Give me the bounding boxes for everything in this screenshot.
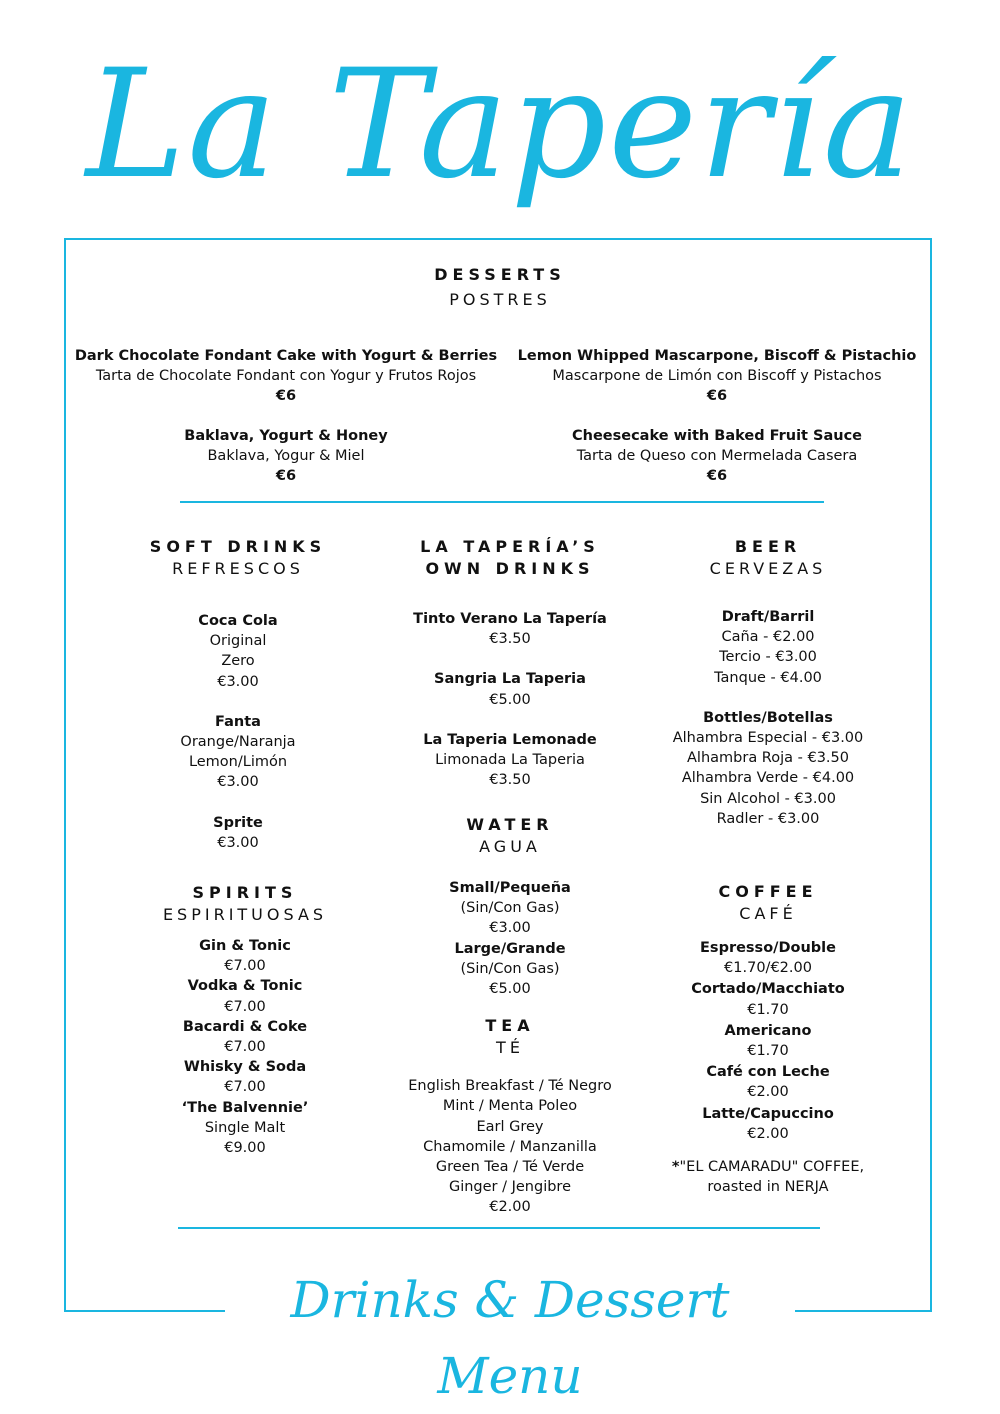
drink-option: Original [209,633,267,650]
own-drinks-section [370,536,650,790]
soft-drinks-heading: SOFT DRINKS [149,537,327,556]
spirits-heading: SPIRITS [192,883,298,902]
water-section [370,814,650,1218]
drink-name: Tinto Verano La Tapería [413,611,607,627]
drink-name: Coca Cola [198,613,278,629]
beer-section [628,536,908,829]
drink-name: Sangria La Taperia [434,671,586,688]
spirit-name: Whisky & Soda [183,1059,307,1076]
drink-name-es: Limonada La Taperia [435,752,585,769]
own-drinks-heading: LA TAPERÍA’S [420,537,600,556]
spirit-name: ‘The Balvennie’ [181,1099,309,1116]
coffee-section [628,881,908,1197]
soft-drinks-heading-es: REFRESCOS [172,559,304,578]
drink-option: Zero [221,653,255,670]
beer-line: Caña - €2.00 [721,629,815,646]
beer-line: Radler - €3.00 [716,810,820,827]
dessert-name: Lemon Whipped Mascarpone, Biscoff & Pistachio [517,348,917,364]
tea-line: Ginger / Jengibre [448,1179,572,1196]
drink-price: €3.50 [489,772,531,789]
spirit-name: Vodka & Tonic [187,978,303,995]
dessert-price: €6 [275,388,297,405]
beer-group-name: Bottles/Botellas [703,709,833,726]
coffee-name: Cortado/Macchiato [691,981,845,998]
dessert-item [506,426,928,487]
coffee-price: €1.70 [747,1001,789,1018]
drink-price: €3.00 [217,673,259,690]
spirit-sub: Single Malt [204,1119,286,1136]
spirit-price: €7.00 [224,1079,266,1096]
drink-option: Lemon/Limón [188,754,288,771]
spirits-heading-es: ESPIRITUOSAS [162,905,328,924]
dessert-price: €6 [275,468,297,485]
soft-drinks-section [100,536,376,853]
tea-price: €2.00 [489,1199,531,1216]
coffee-heading-es: CAFÉ [739,904,797,923]
beer-heading: BEER [734,537,802,556]
water-note: (Sin/Con Gas) [460,960,560,977]
water-price: €3.00 [489,920,531,937]
dessert-item [506,346,928,407]
tea-line: Earl Grey [476,1118,544,1135]
drink-name: Sprite [213,814,263,831]
dessert-price: €6 [706,468,728,485]
water-price: €5.00 [489,981,531,998]
drink-price: €3.00 [217,774,259,791]
beer-heading-es: CERVEZAS [709,559,827,578]
drink-price: €5.00 [489,691,531,708]
coffee-note [628,1157,908,1177]
water-heading-es: AGUA [479,837,541,856]
tea-heading-es: TÉ [496,1038,524,1058]
beer-line: Alhambra Especial - €3.00 [672,730,864,747]
beer-line: Tanque - €4.00 [714,669,822,686]
dessert-name-es: Mascarpone de Limón con Biscoff y Pistachos [552,368,882,385]
drink-price: €3.00 [217,834,259,851]
desserts-section-heading [350,264,650,311]
dessert-name: Cheesecake with Baked Fruit Sauce [571,428,862,444]
dessert-item [66,426,506,487]
coffee-note-star: * [671,1159,680,1176]
desserts-heading: DESSERTS [434,265,566,284]
water-heading: WATER [466,815,554,834]
coffee-price: €1.70/€2.00 [724,960,812,977]
coffee-name: Espresso/Double [700,940,836,956]
spirit-price: €9.00 [224,1140,266,1157]
spirit-price: €7.00 [224,1039,266,1056]
coffee-price: €2.00 [747,1125,789,1142]
dessert-price: €6 [706,388,728,405]
beer-line: Alhambra Roja - €3.50 [687,750,849,767]
dessert-name: Dark Chocolate Fondant Cake with Yogurt & Berries [74,348,498,364]
spirits-section [100,882,390,1158]
beer-line: Tercio - €3.00 [719,649,817,666]
coffee-name: Café con Leche [706,1064,830,1081]
spirit-price: €7.00 [224,998,266,1015]
dessert-item [66,346,506,407]
tea-line: Green Tea / Té Verde [435,1159,585,1176]
coffee-price: €2.00 [747,1084,789,1101]
water-name: Small/Pequeña [449,880,571,896]
dessert-name-es: Tarta de Chocolate Fondant con Yogur y Frutos Rojos [95,368,477,385]
spirit-name: Gin & Tonic [199,938,291,954]
coffee-name: Latte/Capuccino [702,1105,834,1122]
beer-line: Alhambra Verde - €4.00 [681,770,855,787]
menu-subtitle: Drinks & Dessert Menu [290,1271,730,1405]
bottom-divider [178,1227,820,1229]
coffee-heading: COFFEE [718,882,818,901]
dessert-name-es: Baklava, Yogur & Miel [207,448,365,465]
drink-option: Orange/Naranja [180,734,296,751]
tea-line: English Breakfast / Té Negro [408,1078,612,1095]
restaurant-title: La Tapería [85,38,915,212]
section-divider [180,501,824,503]
water-name: Large/Grande [454,940,566,957]
beer-line: Sin Alcohol - €3.00 [700,790,836,807]
own-drinks-heading-line2: OWN DRINKS [425,559,595,578]
dessert-name: Baklava, Yogurt & Honey [184,428,388,444]
coffee-price: €1.70 [747,1043,789,1060]
tea-heading: TEA [485,1016,535,1036]
desserts-heading-es: POSTRES [449,290,551,309]
coffee-name: Americano [724,1022,812,1039]
spirit-price: €7.00 [224,958,266,975]
tea-line: Mint / Menta Poleo [442,1098,578,1115]
water-note: (Sin/Con Gas) [460,900,560,917]
dessert-name-es: Tarta de Queso con Mermelada Casera [576,448,858,465]
beer-group-name: Draft/Barril [721,609,815,625]
tea-line: Chamomile / Manzanilla [423,1138,597,1155]
coffee-note-line2: roasted in NERJA [707,1179,829,1196]
drink-name: La Taperia Lemonade [423,731,597,748]
drink-name: Fanta [215,713,261,730]
drink-price: €3.50 [489,631,531,648]
spirit-name: Bacardi & Coke [182,1018,308,1035]
coffee-note-text: "EL CAMARADU" COFFEE, [679,1159,865,1176]
